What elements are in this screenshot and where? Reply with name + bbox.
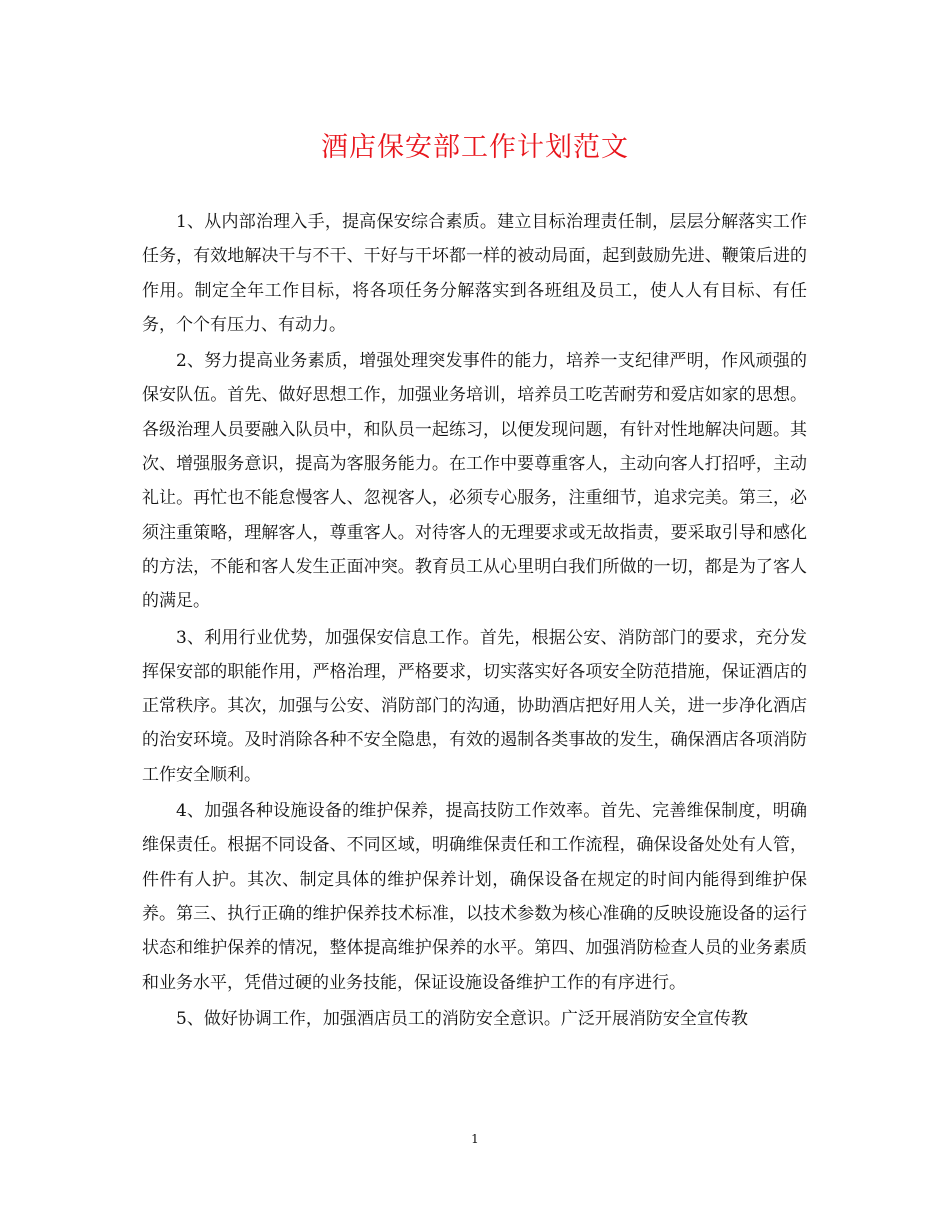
document-title: 酒店保安部工作计划范文 — [321, 132, 629, 163]
paragraph-5: 5、做好协调工作，加强酒店员工的消防安全意识。广泛开展消防安全宣传教 — [176, 1008, 748, 1029]
paragraph-4: 4、加强各种设施设备的维护保养，提高技防工作效率。首先、完善维保制度，明确维保责任。根据不同设备、不同区域，明确维保责任和工作流程，确保设备处处有人管，件件有人护。其次、制定具体的维护保养计划，确保设备在规定的时间内能得到维护保养。第三、执行正确的维护保养技术标准，以技术参数为核心准确的反映设施设备的运行状态和维护保养的情况，整体提高维护保养的水平。第四、加强消防检查人员的业务素质和业务水平，凭借过硬的业务技能，保证设施设备维护工作的有序进行。 — [142, 801, 807, 993]
page-number: 1 — [471, 1132, 479, 1146]
paragraph-1: 1、从内部治理入手，提高保安综合素质。建立目标治理责任制，层层分解落实工作任务，有效地解决干与不干、干好与干坏都一样的被动局面，起到鼓励先进、鞭策后进的作用。制定全年工作目标，将各项任务分解落实到各班组及员工，使人人有目标、有任务，个个有压力、有动力。 — [142, 212, 807, 335]
paragraph-3: 3、利用行业优势，加强保安信息工作。首先，根据公安、消防部门的要求，充分发挥保安部的职能作用，严格治理，严格要求，切实落实好各项安全防范措施，保证酒店的正常秩序。其次，加强与公安、消防部门的沟通，协助酒店把好用人关，进一步净化酒店的治安环境。及时消除各种不安全隐患，有效的遏制各类事故的发生，确保酒店各项消防工作安全顺利。 — [142, 627, 807, 785]
paragraph-2: 2、努力提高业务素质，增强处理突发事件的能力，培养一支纪律严明，作风顽强的保安队伍。首先、做好思想工作，加强业务培训，培养员工吃苦耐劳和爱店如家的思想。各级治理人员要融入队员中，和队员一起练习，以便发现问题，有针对性地解决问题。其次、增强服务意识，提高为客服务能力。在工作中要尊重客人，主动向客人打招呼，主动礼让。再忙也不能怠慢客人、忽视客人，必须专心服务，注重细节，追求完美。第三，必须注重策略，理解客人，尊重客人。对待客人的无理要求或无故指责，要采取引导和感化的方法，不能和客人发生正面冲突。教育员工从心里明白我们所做的一切，都是为了客人的满足。 — [142, 351, 807, 612]
document-body — [142, 205, 807, 1038]
